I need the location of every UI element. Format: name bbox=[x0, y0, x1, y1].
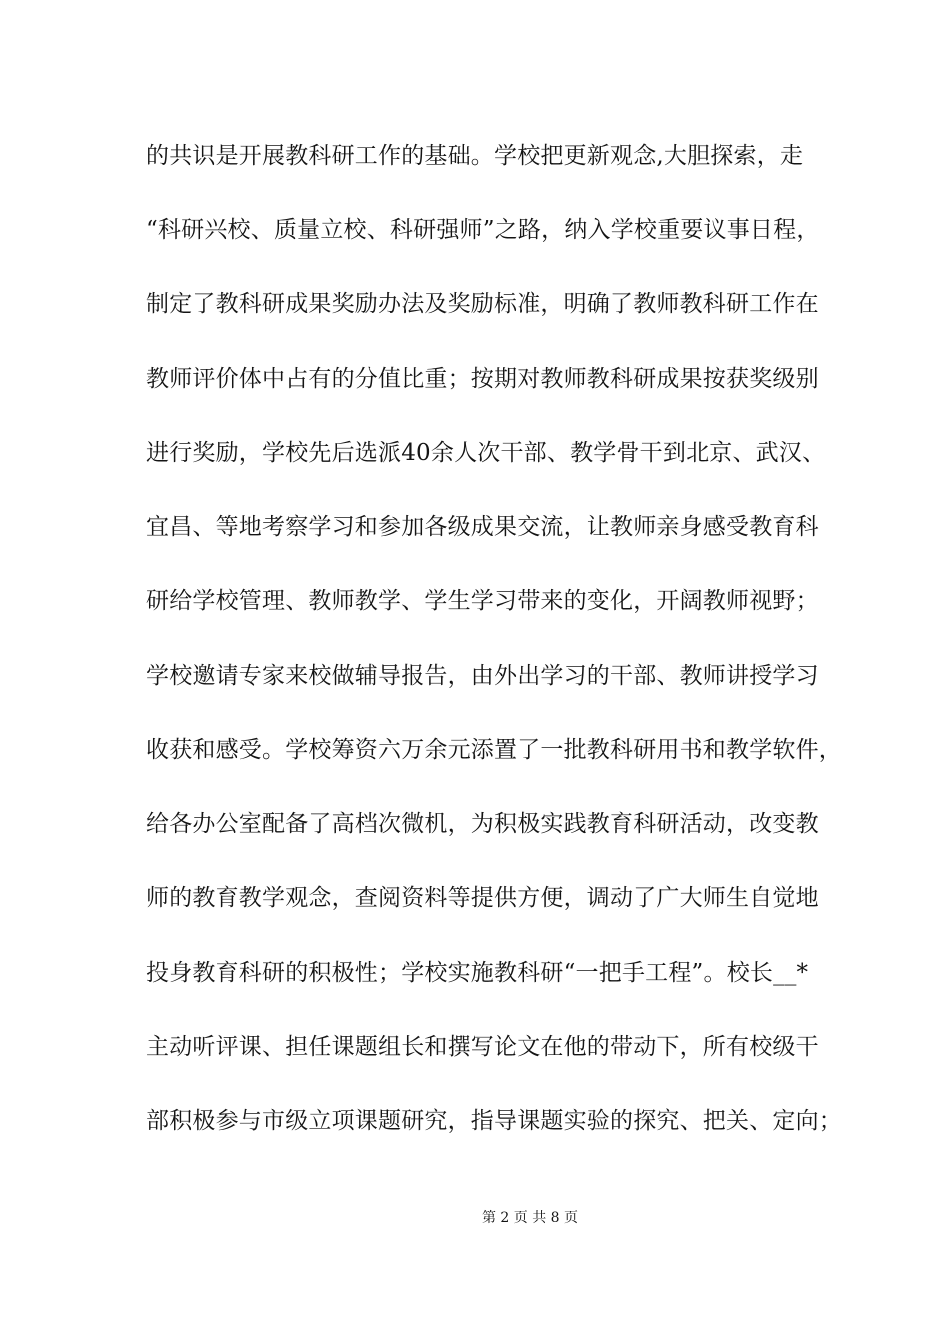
page-footer: 第 2 页 共 8 页 bbox=[481, 1210, 579, 1226]
text-line: “科研兴校、质量立校、科研强师”之路，纳入学校重要议事日程， bbox=[146, 217, 820, 243]
text-line: 研给学校管理、教师教学、学生学习带来的变化，开阔教师视野； bbox=[146, 588, 819, 614]
text-line: 的共识是开展教科研工作的基础。学校把更新观念,大胆探索，走 bbox=[146, 143, 804, 169]
text-line: 投身教育科研的积极性；学校实施教科研“一把手工程”。校长__* bbox=[146, 960, 809, 986]
text-line: 学校邀请专家来校做辅导报告，由外出学习的干部、教师讲授学习 bbox=[146, 663, 819, 689]
text-line: 部积极参与市级立项课题研究，指导课题实验的探究、把关、定向； bbox=[146, 1108, 842, 1134]
text-line: 给各办公室配备了高档次微机，为积极实践教育科研活动，改变教 bbox=[146, 811, 819, 837]
text-line: 制定了教科研成果奖励办法及奖励标准，明确了教师教科研工作在 bbox=[146, 291, 819, 317]
text-line: 收获和感受。学校筹资六万余元添置了一批教科研用书和教学软件， bbox=[146, 737, 842, 763]
text-line: 教师评价体中占有的分值比重；按期对教师教科研成果按获奖级别 bbox=[146, 366, 819, 392]
text-line: 宜昌、等地考察学习和参加各级成果交流，让教师亲身感受教育科 bbox=[146, 514, 819, 540]
text-line: 主动听评课、担任课题组长和撰写论文在他的带动下，所有校级干 bbox=[146, 1034, 819, 1060]
text-line: 师的教育教学观念，查阅资料等提供方便，调动了广大师生自觉地 bbox=[146, 885, 819, 911]
text-line: 进行奖励，学校先后选派40余人次干部、教学骨干到北京、武汉、 bbox=[146, 440, 826, 466]
